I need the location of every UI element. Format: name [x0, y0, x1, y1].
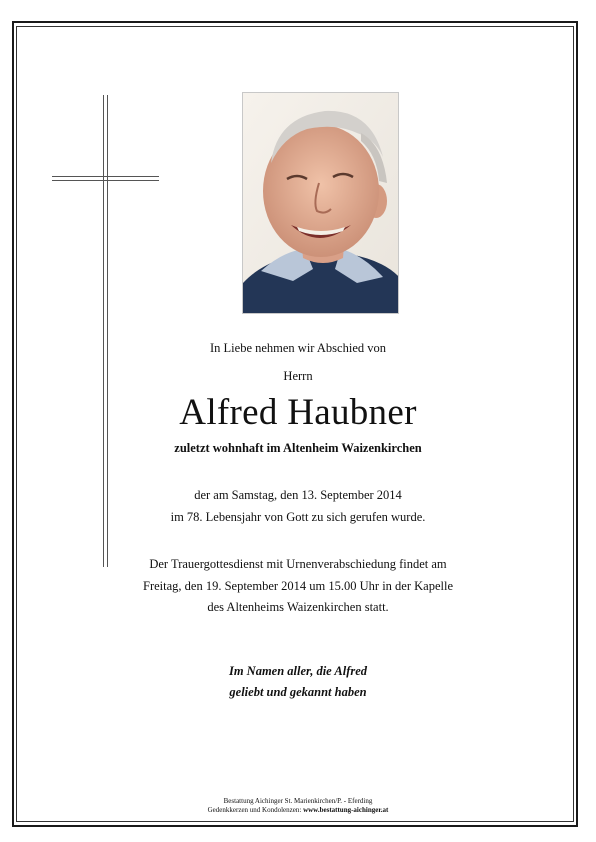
footer-condolences: [0, 806, 596, 814]
service-text-line: des Altenheims Waizenkirchen statt.: [207, 600, 389, 614]
cross-horizontal-line: [52, 176, 159, 177]
signature-text-line: geliebt und gekannt haben: [229, 685, 367, 699]
death-age-text: im 78. Lebensjahr von Gott zu sich gerufen wurde.: [170, 510, 426, 524]
footer-website-link[interactable]: www.bestattung-aichinger.at: [303, 806, 389, 814]
footer-funeral-home: Bestattung Aichinger St. Marienkirchen/P. - Eferding: [223, 797, 373, 805]
residence-text: zuletzt wohnhaft im Altenheim Waizenkirchen: [174, 441, 422, 455]
service-text-line: Freitag, den 19. September 2014 um 15.00 Uhr in der Kapelle: [143, 579, 453, 593]
signature-text-line: Im Namen aller, die Alfred: [228, 664, 368, 678]
salutation-text: Herrn: [283, 369, 313, 383]
footer-condolences-label: Gedenkkerzen und Kondolenzen:: [207, 806, 304, 814]
deceased-name: Alfred Haubner: [179, 392, 417, 433]
portrait-photo: [242, 92, 399, 314]
farewell-intro-text: In Liebe nehmen wir Abschied von: [210, 341, 386, 355]
service-text-line: Der Trauergottesdienst mit Urnenverabschiedung findet am: [149, 557, 447, 571]
cross-horizontal-line: [52, 180, 159, 181]
death-date-text: der am Samstag, den 13. September 2014: [194, 488, 402, 502]
